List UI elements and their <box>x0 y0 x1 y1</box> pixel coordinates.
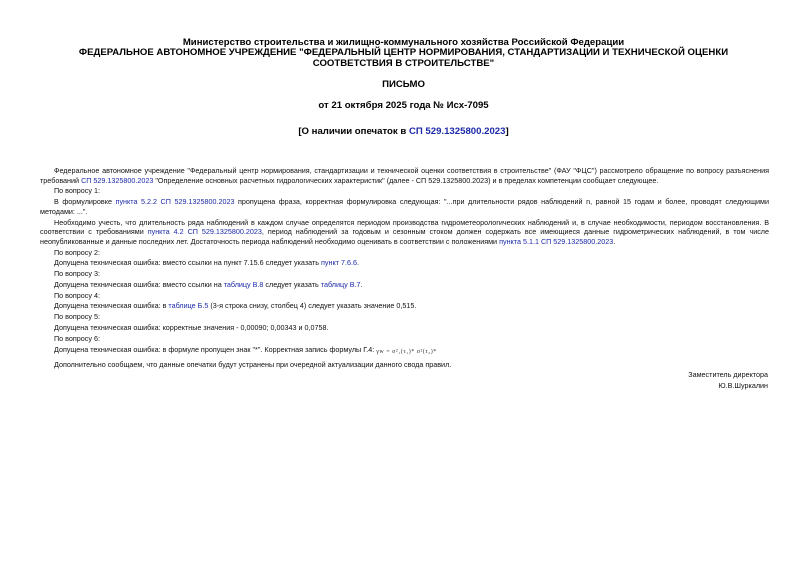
text: Необходимо учесть, что длительность ряда наблюдений в каждом случае определятся периодом производства гидрометеорологических наблюдений и, в случае необходимости, периодом восстановления. В соответствии с требованиями <box>40 217 769 237</box>
text: (3-я строка снизу, столбец 4) следует указать значение 0,515. <box>208 301 417 311</box>
text: пропущена фраза, корректная формулировка следующая: "...при длительности рядов наблюдений n, равной 15 годам и более, проводят следующими методами: ...". <box>40 197 770 216</box>
text: . <box>357 258 359 268</box>
question-6-label: По вопросу 6: <box>54 333 100 343</box>
question-3-answer <box>40 280 769 290</box>
question-6-answer <box>40 345 769 358</box>
text: Допущена техническая ошибка: в формуле пропущен знак "*". Корректная запись формулы Г.4: <box>54 344 377 354</box>
question-4-label: По вопросу 4: <box>54 290 100 300</box>
title-sp-link[interactable]: СП 529.1325800.2023 <box>408 126 506 137</box>
text: Допущена техническая ошибка: вместо ссылки на <box>54 279 224 289</box>
question-2-answer <box>40 258 769 268</box>
title-prefix: [О наличии опечаток в <box>298 126 409 137</box>
text: следует указать <box>263 279 321 289</box>
ministry-name: Министерство строительства и жилищно-коммунального хозяйства Российской Федерации <box>182 37 625 48</box>
signatory-position: Заместитель директора <box>688 370 768 379</box>
sp-link[interactable]: СП 529.1325800.2023 <box>81 175 154 185</box>
text: Допущена техническая ошибка: в <box>54 301 169 311</box>
question-4-answer <box>40 301 769 311</box>
question-2-label: По вопросу 2: <box>54 247 100 257</box>
text: . <box>613 236 616 246</box>
note-paragraph <box>40 218 769 247</box>
clause-5-2-2-link[interactable]: пункта 5.2.2 СП 529.1325800.2023 <box>115 197 235 207</box>
closing-paragraph: Дополнительно сообщаем, что данные опечатки будут устранены при очередной актуализации данного свода правил. <box>54 360 452 370</box>
clause-4-2-link[interactable]: пункта 4.2 СП 529.1325800.2023 <box>147 227 262 237</box>
question-1-answer <box>40 197 769 216</box>
text: Допущена техническая ошибка: вместо ссылки на пункт 7.15.6 следует указать <box>54 258 322 268</box>
text: В формулировке <box>54 197 116 207</box>
signature-block <box>688 369 768 391</box>
table-v8-link[interactable]: таблицу В.8 <box>223 279 264 289</box>
text: . <box>360 279 363 289</box>
clause-7-6-6-link[interactable]: пункт 7.6.6 <box>321 258 357 268</box>
intro-paragraph <box>40 166 769 185</box>
letter-body <box>40 166 769 370</box>
title-suffix: ] <box>505 126 509 137</box>
table-v7-link[interactable]: таблицу В.7 <box>320 279 361 289</box>
document-date-number: от 21 октября 2025 года № Исх-7095 <box>318 100 489 111</box>
table-b5-link[interactable]: таблице Б.5 <box>168 301 209 311</box>
question-1-label: По вопросу 1: <box>54 186 100 196</box>
signatory-name: Ю.В.Шуркалин <box>718 381 768 390</box>
text: "Определение основных расчетных гидрологических характеристик" (далее - СП 529.1325800.2023) и в пределах компетенции сообщает следующее. <box>153 175 659 185</box>
document-title <box>0 126 807 137</box>
text: Федеральное автономное учреждение "Федеральный центр нормирования, стандартизации и технической оценки соответствия в строительстве" (ФАУ "ФЦС") рассмотрело обращение по вопросу разъяснения требований <box>40 166 769 185</box>
clause-5-1-1-link[interactable]: пункта 5.1.1 СП 529.1325800.2023 <box>499 236 614 246</box>
document-type: ПИСЬМО <box>382 79 425 90</box>
question-3-label: По вопросу 3: <box>54 269 100 279</box>
formula-g4-image: γw = σ²₁(τ₁)* σ²(τ₂)* <box>376 348 437 355</box>
text: , период наблюдений за годовым и сезонным стоком должен содержать все имеющиеся данные гидрометрических наблюдений, в том числе неопубликованные и данные последних лет. Достаточность периода наблюдений необходимо оценивать в соответствии с положениями <box>40 227 769 246</box>
question-5-label: По вопросу 5: <box>54 312 100 322</box>
organization-name: ФЕДЕРАЛЬНОЕ АВТОНОМНОЕ УЧРЕЖДЕНИЕ "ФЕДЕРАЛЬНЫЙ ЦЕНТР НОРМИРОВАНИЯ, СТАНДАРТИЗАЦИИ И ТЕХНИЧЕСКОЙ ОЦЕНКИ СООТВЕТСТВИЯ В СТРОИТЕЛЬСТВЕ" <box>78 47 729 69</box>
question-5-answer: Допущена техническая ошибка: корректные значения - 0,00090; 0,00343 и 0,0758. <box>54 322 329 332</box>
